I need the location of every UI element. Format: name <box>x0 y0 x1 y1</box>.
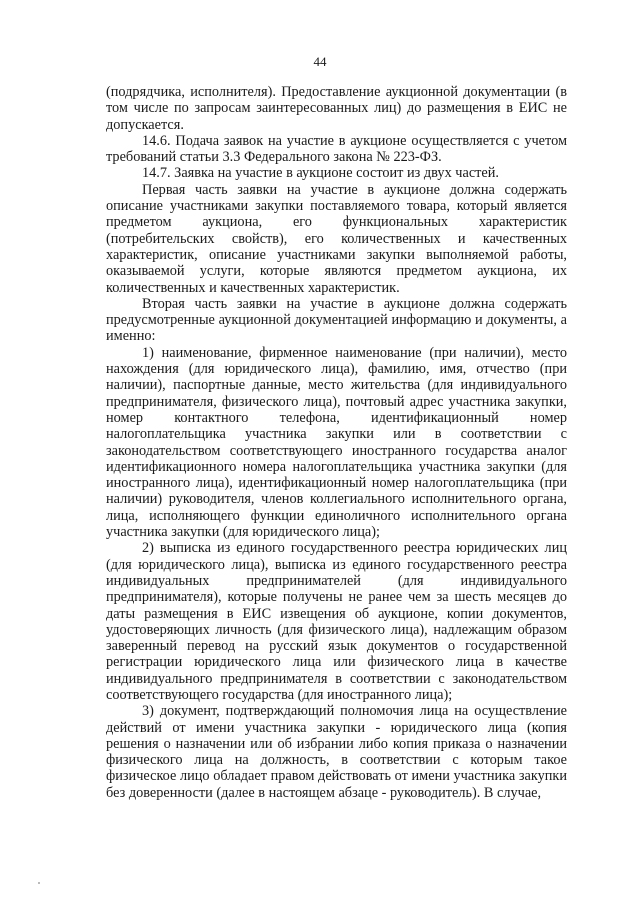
document-body <box>106 84 567 801</box>
paragraph-clause-14-7: 14.7. Заявка на участие в аукционе состоит из двух частей. <box>142 165 499 182</box>
paragraph-clause-14-6: 14.6. Подача заявок на участие в аукционе осуществляется с учетом требований статьи 3.3 Федерального закона № 223-ФЗ. <box>106 132 567 166</box>
list-item-1: 1) наименование, фирменное наименование (при наличии), место нахождения (для юридического лица), фамилию, имя, отчество (при наличии), паспортные данные, место жительства (для индивидуального предпринимателя, физического лица), почтовый адрес участника закупки, номер контактного телефона, идентификационный номер налогоплательщика участника закупки или в соответствии с законодательством соответствующего иностранного государства аналог идентификационного номера налогоплательщика участника закупки (для иностранного лица), идентификационный номер налогоплательщика (при наличии) руководителя, членов коллегиального исполнительного органа, лица, исполняющего функции единоличного исполнительного органа участника закупки (для юридического лица); <box>106 344 567 541</box>
scan-speck <box>38 882 40 884</box>
paragraph-continuation: (подрядчика, исполнителя). Предоставление аукционной документации (в том числе по запросам заинтересованных лиц) до размещения в ЕИС не допускается. <box>106 84 567 133</box>
paragraph-second-part: Вторая часть заявки на участие в аукционе должна содержать предусмотренные аукционной документацией информацию и документы, а именно: <box>106 295 567 345</box>
list-item-2: 2) выписка из единого государственного реестра юридических лиц (для юридического лица), выписка из единого государственного реестра индивидуальных предпринимателей (для индивидуального предпринимателя), которые получены не ранее чем за шесть месяцев до даты размещения в ЕИС извещения об аукционе, копии документов, удостоверяющих личность (для физического лица), надлежащим образом заверенный перевод на русский язык документов о государственной регистрации юридического лица или физического лица в качестве индивидуального предпринимателя в соответствии с законодательством соответствующего государства (для иностранного лица); <box>106 540 567 703</box>
paragraph-first-part: Первая часть заявки на участие в аукционе должна содержать описание участниками закупки поставляемого товара, который является предметом аукциона, его функциональных характеристик (потребительских свойств), его количественных и качественных характеристик, описание участниками закупки выполняемой работы, оказываемой услуги, которые являются предметом аукциона, их количественных и качественных характеристик. <box>106 181 567 296</box>
page-number: 44 <box>313 54 327 69</box>
list-item-3: 3) документ, подтверждающий полномочия лица на осуществление действий от имени участника закупки - юридического лица (копия решения о назначении или об избрании либо копия приказа о назначении физического лица на должность, в соответствии с которым такое физическое лицо обладает правом действовать от имени участника закупки без доверенности (далее в настоящем абзаце - руководитель). В случае, <box>106 703 567 801</box>
